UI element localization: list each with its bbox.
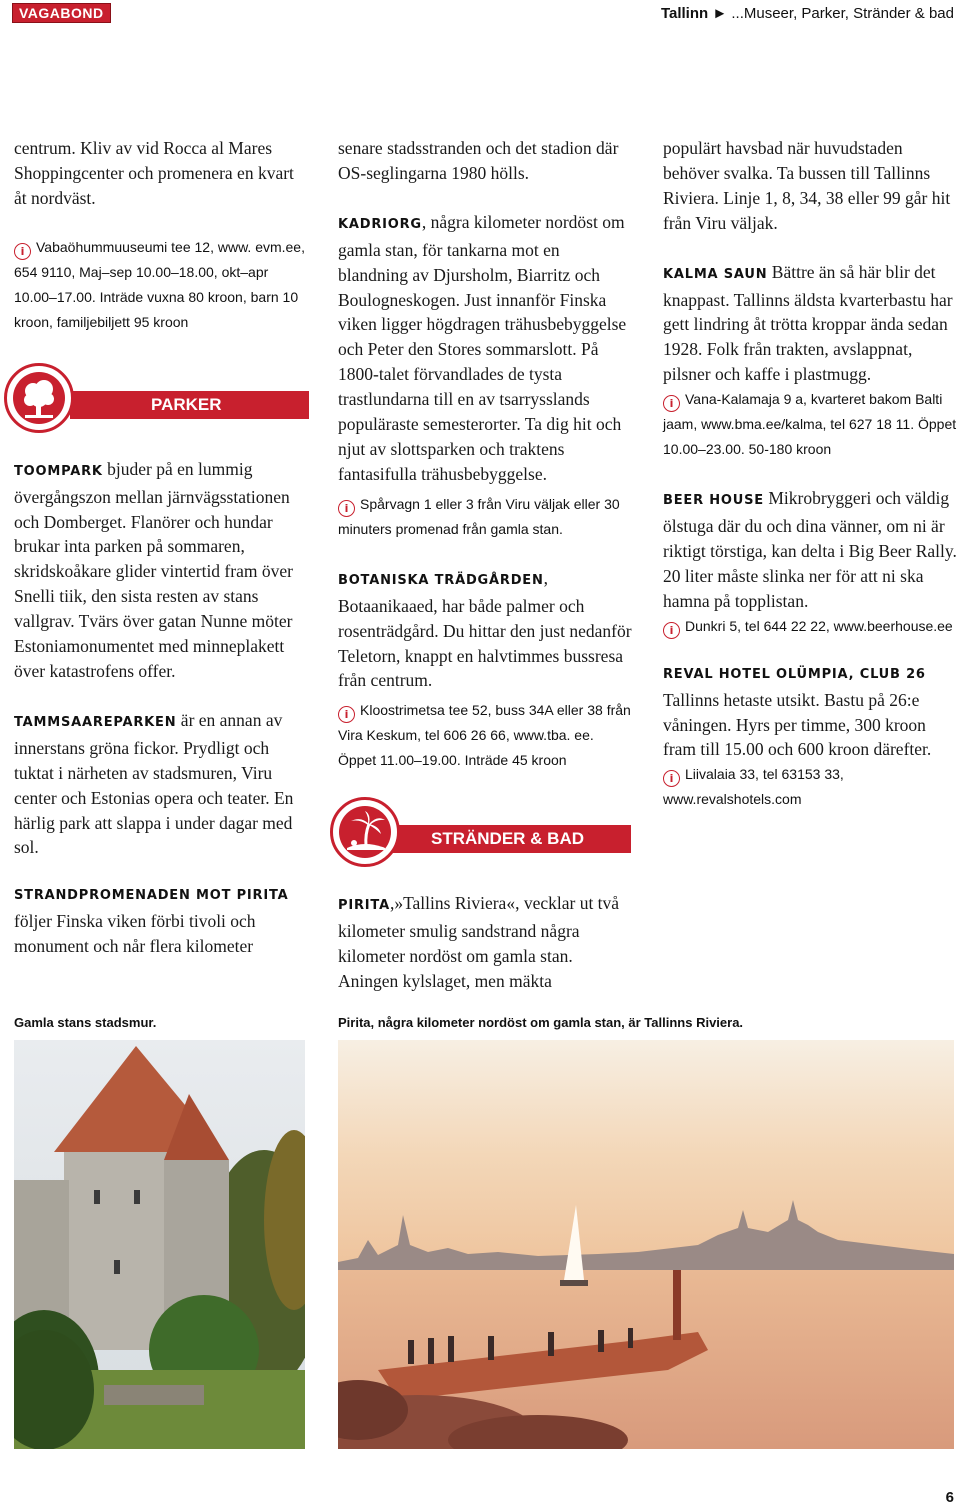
botaniska-keyword: BOTANISKA TRÄDGÅRDEN <box>338 572 544 588</box>
strander-heading-text: STRÄNDER & BAD <box>431 829 584 849</box>
kalma-keyword: KALMA SAUN <box>663 266 768 282</box>
tree-icon <box>13 372 65 424</box>
tammsaare-keyword: TAMMSAAREPARKEN <box>14 714 177 730</box>
header-arrow: ► <box>712 5 728 22</box>
reval-keyword: REVAL HOTEL OLÜMPIA, CLUB 26 <box>663 666 926 682</box>
info-icon: i <box>663 395 680 412</box>
col3-paragraph-1: populärt havsbad när huvudstaden behöver svalka. Ta bussen till Tallinns Riviera. Linje 1, 8, 34, 38 eller 99 går hit från Viru väljak. <box>663 138 951 233</box>
reval-paragraph <box>663 663 958 763</box>
toompark-keyword: TOOMPARK <box>14 463 103 479</box>
parker-section-heading <box>14 365 309 451</box>
col3-info-1-text: Vana-Kalamaja 9 a, kvarteret bakom Balti jaam, www.bma.ee/kalma, tel 627 18 11. Öppet 10.00–23.00. 50-180 kroon <box>663 391 957 458</box>
caption-pirita: Pirita, några kilometer nordöst om gamla stan, är Tallinns Riviera. <box>338 1015 744 1030</box>
pirita-paragraph <box>338 891 633 994</box>
column-1 <box>14 136 309 959</box>
col2-paragraph-1: senare stadsstranden och det stadion där OS-seglingarna 1980 hölls. <box>338 138 619 183</box>
kadriorg-keyword: KADRIORG <box>338 216 422 232</box>
beer-house-text: Mikrobryggeri och väldig ölstuga där du och dina vänner, om ni är riktigt törstiga, kan delta i Big Beer Rally. 20 liter måste slinka ner för att ni ska hamna på topplistan. <box>663 488 957 611</box>
col3-info-2 <box>663 614 958 639</box>
col2-info-2 <box>338 698 633 773</box>
strandpromenaden-text: följer Finska viken förbi tivoli och monument och når flera kilometer <box>14 911 256 957</box>
park-emblem <box>4 363 74 433</box>
magazine-logo: VAGABOND <box>12 3 111 23</box>
pirita-text: ,»Tallins Riviera«, vecklar ut två kilometer smulig sandstrand några kilometer nordöst om gamla stan. Aningen kylslaget, men mäkta <box>338 893 620 992</box>
botaniska-text: , Botaanikaaed, har både palmer och rosenträdgård. Du hittar den just nedanför Teletorn, knappt en halvtimmes bussresa från centrum. <box>338 567 632 691</box>
botaniska-paragraph <box>338 566 633 694</box>
kalma-paragraph <box>663 260 958 388</box>
info-icon: i <box>663 622 680 639</box>
kadriorg-text: , några kilometer nordöst om gamla stan, för tankarna mot en blandning av Djursholm, Biarritz och Boulogneskogen. Just innanför Finska viken ligger högdragen trähusbebyggelse och Peter den Stores sommarslott. På 1800-talet förvandlades de tysta trastlundarna till en av tsarrysslands populäraste semesterorter. Ta dig hit och njut av slottsparken och traktens fantasifulla trähusbebyggelse. <box>338 211 627 484</box>
page-header <box>661 5 954 22</box>
tammsaare-text: är en annan av innerstans gröna fickor. Prydligt och tuktat i närheten av stadsmuren, Viru center och Estonias opera och teater. En härlig park att slappa i under dagar med sol. <box>14 709 294 858</box>
caption-city-wall: Gamla stans stadsmur. <box>14 1015 157 1030</box>
col3-info-3 <box>663 762 958 812</box>
info-icon: i <box>14 243 31 260</box>
info-icon: i <box>338 706 355 723</box>
beer-house-paragraph <box>663 486 958 614</box>
parker-heading-text: PARKER <box>151 394 222 414</box>
beer-house-keyword: BEER HOUSE <box>663 493 764 509</box>
col3-info-3-text: Liivalaia 33, tel 63153 33, www.revalshotels.com <box>663 766 844 808</box>
palm-beach-icon <box>339 806 391 858</box>
strander-heading-bar <box>388 825 631 853</box>
strandpromenaden-keyword: STRANDPROMENADEN MOT PIRITA <box>14 888 289 904</box>
strandpromenaden-paragraph <box>14 884 309 959</box>
col2-info-1 <box>338 492 633 542</box>
page-number: 6 <box>945 1489 954 1506</box>
col1-info-1 <box>14 235 309 335</box>
column-3 <box>663 136 958 836</box>
col1-info-1-text: Vabaöhummuuseumi tee 12, www. evm.ee, 654 9110, Maj–sep 10.00–18.00, okt–apr 10.00–17.00. Inträde vuxna 80 kroon, barn 10 kroon, familjebiljett 95 kroon <box>14 238 305 330</box>
column-2 <box>338 136 633 994</box>
header-section: ...Museer, Parker, Stränder & bad <box>731 5 954 22</box>
info-icon: i <box>663 770 680 787</box>
col2-info-1-text: Spårvagn 1 eller 3 från Viru väljak eller 30 minuters promenad från gamla stan. <box>338 495 620 537</box>
kadriorg-paragraph <box>338 210 633 487</box>
pirita-keyword: PIRITA <box>338 898 390 914</box>
toompark-paragraph <box>14 457 309 684</box>
col3-info-2-text: Dunkri 5, tel 644 22 22, www.beerhouse.ee <box>685 617 953 634</box>
city-wall-photo <box>14 1040 305 1449</box>
header-city: Tallinn <box>660 5 709 22</box>
col2-info-2-text: Kloostrimetsa tee 52, buss 34A eller 38 från Vira Keskum, tel 606 26 66, www.tba. ee. Öppet 11.00–19.00. Inträde 45 kroon <box>338 702 631 769</box>
beach-emblem <box>330 797 400 867</box>
kalma-text: Bättre än så här blir det knappast. Tallinns äldsta kvarterbastu har gett lindring åt trötta kroppar ända sedan 1928. Folk från trakten, avslappnat, pilsner och kaffe i plastmugg. <box>663 261 953 385</box>
tammsaare-paragraph <box>14 708 309 860</box>
info-icon: i <box>338 500 355 517</box>
pirita-photo <box>338 1040 954 1449</box>
col1-paragraph-1: centrum. Kliv av vid Rocca al Mares Shoppingcenter och promenera en kvart åt nordväst. <box>14 138 294 208</box>
parker-heading-bar <box>70 391 309 419</box>
col3-info-1 <box>663 387 958 462</box>
reval-text: Tallinns hetaste utsikt. Bastu på 26:e våningen. Hyrs per timme, 300 kroon fram till 15.00 och 600 kroon därefter. <box>663 689 932 760</box>
strander-section-heading <box>338 799 633 885</box>
toompark-text: bjuder på en lummig övergångszon mellan järnvägsstationen och Domberget. Flanörer och hundar brukar inta parken på sommaren, skridskoåkare glider vintertid fram över Snelli tiik, den sista resten av stans vallgrav. Tvärs över gatan Nunne möter Estoniamonumentet med minneplakett över katastrofens offer. <box>14 458 293 681</box>
